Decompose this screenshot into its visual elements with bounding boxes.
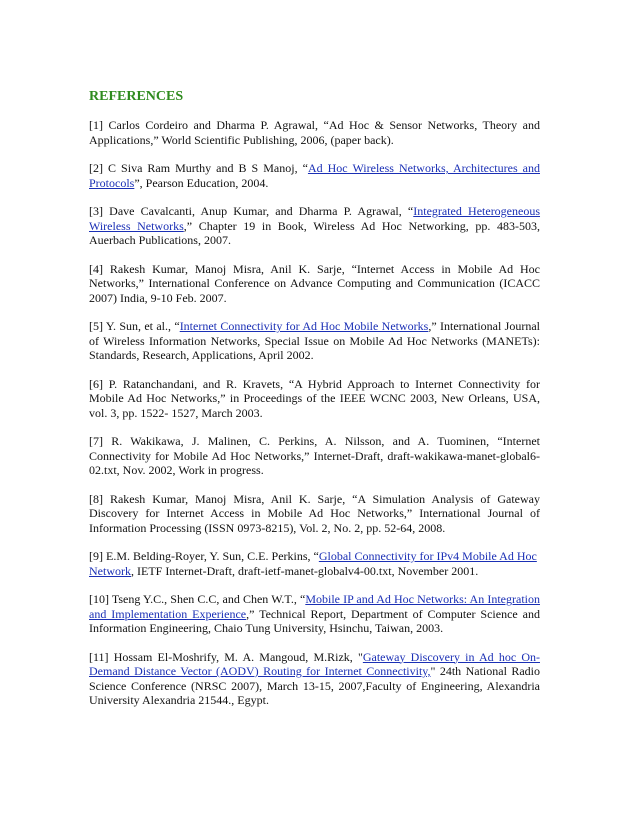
reference-6-text: [6] P. Ratanchandani, and R. Kravets, “A Hybrid Approach to Internet Connectivity for Mobile Ad Hoc Networks,” in Proceedings of the IEEE WCNC 2003, New Orleans, USA, vol. 3, pp. 1522- 1527, March 2003. xyxy=(89,376,540,420)
reference-8-text: [8] Rakesh Kumar, Manoj Misra, Anil K. Sarje, “A Simulation Analysis of Gateway Discovery for Internet Access in Mobile Ad Hoc Networks,” International Journal of Information Processing (ISSN 0973-8215), Vol. 2, No. 2, pp. 52-64, 2008. xyxy=(89,491,540,535)
reference-5-post: ,” International Journal of Wireless Information Networks, Special Issue on Mobile Ad Hoc Networks (MANETs): Standards, Research, Applications, April 2002. xyxy=(89,319,540,362)
reference-9-pre: [9] E.M. Belding-Royer, Y. Sun, C.E. Perkins, “ xyxy=(89,549,319,563)
references-heading: REFERENCES xyxy=(89,89,184,104)
reference-5-pre: [5] Y. Sun, et al., “ xyxy=(89,319,180,333)
reference-5 xyxy=(89,319,540,363)
reference-3 xyxy=(89,204,540,248)
reference-6 xyxy=(89,377,540,421)
reference-10-pre: [10] Tseng Y.C., Shen C.C, and Chen W.T., “ xyxy=(89,592,306,606)
reference-9-link-line2[interactable]: Network xyxy=(89,563,131,578)
reference-2-post: ”, Pearson Education, 2004. xyxy=(134,175,269,190)
reference-2-link[interactable]: Ad Hoc Wireless Networks, Architectures and Protocols xyxy=(89,161,540,190)
reference-11-pre: [11] Hossam El-Moshrify, M. A. Mangoud, M.Rizk, " xyxy=(89,649,363,664)
reference-9-post: , IETF Internet-Draft, draft-ietf-manet-globalv4-00.txt, November 2001. xyxy=(131,563,479,578)
reference-3-post: ,” Chapter 19 in Book, Wireless Ad Hoc Networking, pp. 483-503, Auerbach Publications, 2007. xyxy=(89,218,540,247)
reference-2 xyxy=(89,161,540,190)
reference-10 xyxy=(89,592,540,636)
reference-11-post: " 24th National Radio Science Conference (NRSC 2007), March 13-15, 2007,Faculty of Engineering, Alexandria University Alexandria 21544., Egypt. xyxy=(89,664,540,707)
reference-11-link[interactable]: Gateway Discovery in Ad hoc On-Demand Distance Vector (AODV) Routing for Internet Connectivity, xyxy=(89,649,540,678)
reference-10-post: ,” Technical Report, Department of Computer Science and Information Engineering, Chaio Tung University, Hsinchu, Taiwan, 2003. xyxy=(89,606,540,635)
reference-5-link[interactable]: Internet Connectivity for Ad Hoc Mobile Networks xyxy=(179,319,429,333)
references-section xyxy=(89,88,540,722)
reference-7-text: [7] R. Wakikawa, J. Malinen, C. Perkins, A. Nilsson, and A. Tuominen, “Internet Connectivity for Mobile Ad Hoc Networks,” Internet-Draft, draft-wakikawa-manet-global6-02.txt, Nov. 2002, Work in progress. xyxy=(89,434,540,477)
reference-1-text: [1] Carlos Cordeiro and Dharma P. Agrawal, “Ad Hoc & Sensor Networks, Theory and Applications,” World Scientific Publishing, 2006, (paper back). xyxy=(89,118,540,147)
reference-11 xyxy=(89,650,540,708)
reference-3-link[interactable]: Integrated Heterogeneous Wireless Networks xyxy=(89,204,541,233)
reference-1 xyxy=(89,118,540,147)
reference-4-text: [4] Rakesh Kumar, Manoj Misra, Anil K. Sarje, “Internet Access in Mobile Ad Hoc Networks,” International Conference on Advance Computing and Communication (ICACC 2007) India, 9-10 Feb. 2007. xyxy=(89,261,540,305)
reference-9 xyxy=(89,549,540,578)
reference-8 xyxy=(89,492,540,536)
reference-2-pre: [2] C Siva Ram Murthy and B S Manoj, “ xyxy=(89,161,308,175)
reference-10-link[interactable]: Mobile IP and Ad Hoc Networks: An Integration and Implementation Experience xyxy=(89,592,540,621)
reference-3-pre: [3] Dave Cavalcanti, Anup Kumar, and Dharma P. Agrawal, “ xyxy=(89,204,414,218)
reference-4 xyxy=(89,262,540,306)
reference-9-link-line1[interactable]: Global Connectivity for IPv4 Mobile Ad Hoc xyxy=(318,549,537,563)
reference-7 xyxy=(89,434,540,478)
